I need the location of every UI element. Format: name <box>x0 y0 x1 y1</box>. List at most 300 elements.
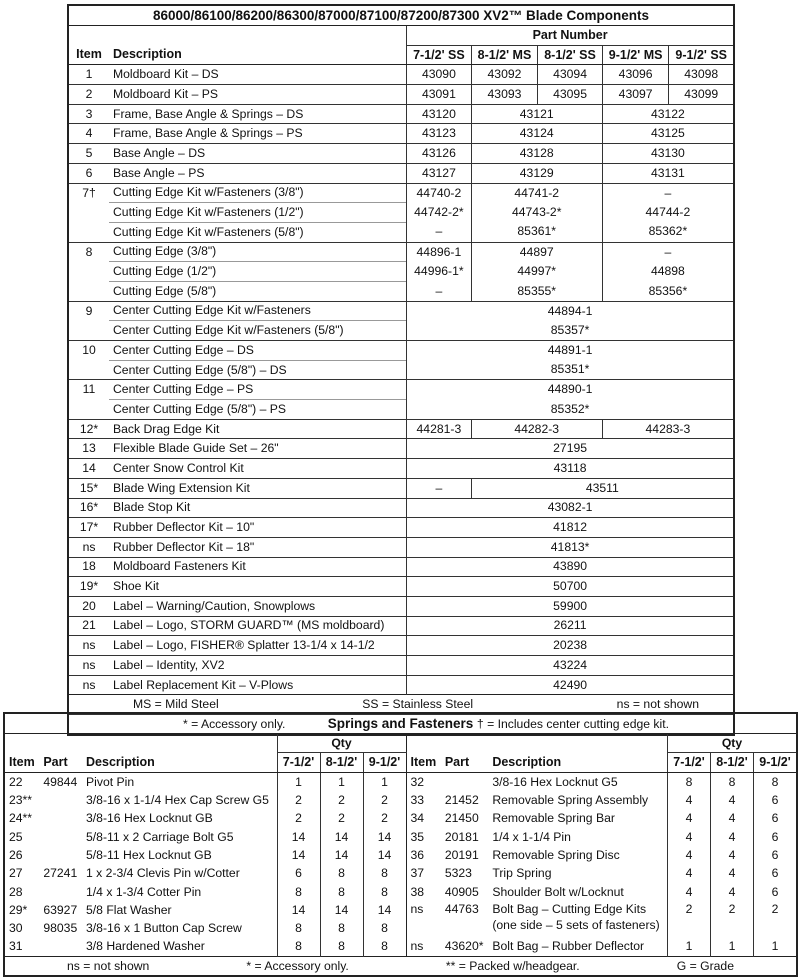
item-description: Cutting Edge Kit w/Fasteners (1/2") <box>109 203 407 223</box>
item-description: Shoulder Bolt w/Locknut <box>492 884 624 899</box>
item-description: 1/4 x 1-1/4 Pin <box>492 829 571 844</box>
part-number: 43127 <box>407 163 471 183</box>
table-row <box>4 901 797 919</box>
table-row <box>4 882 797 900</box>
table-row <box>68 222 734 242</box>
qty-value: 2 <box>320 809 363 827</box>
header-spacer-right <box>406 734 668 753</box>
size-header: 9-1/2' MS <box>602 45 669 65</box>
item-number: 37 <box>410 866 425 881</box>
qty-size-header: 8-1/2' <box>711 753 754 772</box>
item-column-header: Item <box>406 753 441 772</box>
item-number: ns <box>410 939 424 954</box>
part-number: 43098 <box>669 65 734 85</box>
qty-value: 8 <box>277 937 320 956</box>
item-number: 38 <box>410 884 425 899</box>
part-number: 63927 <box>43 902 78 917</box>
part-number: 42490 <box>407 675 734 695</box>
header-spacer-left <box>4 734 277 753</box>
item-number: 36 <box>410 847 425 862</box>
part-number: 85352* <box>407 400 734 420</box>
part-number <box>39 846 82 864</box>
qty-value: 14 <box>320 827 363 845</box>
part-number: 41812 <box>407 518 734 538</box>
item-description: Blade Stop Kit <box>109 498 407 518</box>
item-description: 5/8 Flat Washer <box>86 902 172 917</box>
part-number: 43123 <box>407 124 471 144</box>
qty-value: 8 <box>320 882 363 900</box>
item-description: Cutting Edge (3/8") <box>109 242 407 262</box>
part-number: 44897 <box>471 242 602 262</box>
item-description: Rubber Deflector Kit – 18" <box>109 537 407 557</box>
item-number: 4 <box>68 124 109 144</box>
part-number: 44896-1 <box>407 242 471 262</box>
part-number: 44283-3 <box>602 419 734 439</box>
item-description: Center Cutting Edge Kit w/Fasteners <box>109 301 407 321</box>
qty-value: 6 <box>277 864 320 882</box>
item-number: ns <box>68 656 109 676</box>
part-number: 43120 <box>407 104 471 124</box>
item-number: 22 <box>9 774 23 789</box>
part-number: 44741-2 <box>471 183 602 203</box>
part-number: 43095 <box>538 85 602 105</box>
part-number: 44742-2* <box>407 203 471 223</box>
part-number: 43096 <box>602 65 669 85</box>
item-number: 14 <box>68 459 109 479</box>
item-number: 32 <box>410 774 425 789</box>
part-number: 43091 <box>407 85 471 105</box>
item-number: 24** <box>9 811 33 826</box>
part-number: 98035 <box>43 921 78 936</box>
springs-table-body <box>4 772 797 956</box>
qty-value: 8 <box>277 882 320 900</box>
part-number: 59900 <box>407 596 734 616</box>
qty-value: 8 <box>363 882 406 900</box>
item-description: Label – Logo, STORM GUARD™ (MS moldboard) <box>109 616 407 636</box>
qty-value: 4 <box>668 827 711 845</box>
item-number <box>68 222 109 242</box>
qty-size-header: 8-1/2' <box>320 753 363 772</box>
qty-value: 6 <box>754 882 798 900</box>
qty-value: 4 <box>711 882 754 900</box>
table-row <box>68 281 734 301</box>
part-number <box>39 882 82 900</box>
size-header: 9-1/2' SS <box>669 45 734 65</box>
item-description: Removable Spring Assembly <box>492 793 649 808</box>
part-number: 20238 <box>407 636 734 656</box>
part-number: 43224 <box>407 656 734 676</box>
item-number: 9 <box>68 301 109 321</box>
footer-ms: MS = Mild Steel <box>133 697 219 712</box>
item-description: Removable Spring Bar <box>492 811 615 826</box>
part-number: 43090 <box>407 65 471 85</box>
qty-value: 6 <box>754 864 798 882</box>
footer-grade: G = Grade <box>676 958 734 973</box>
table-row <box>4 864 797 882</box>
footer-ss: SS = Stainless Steel <box>362 697 474 712</box>
footer-ns: ns = not shown <box>616 697 699 712</box>
part-number <box>39 937 82 956</box>
item-description-line: Bolt Bag – Cutting Edge Kits <box>492 901 647 916</box>
description-column-header: Description <box>82 753 277 772</box>
table-row <box>68 419 734 439</box>
item-number: 18 <box>68 557 109 577</box>
item-description: Cutting Edge Kit w/Fasteners (5/8") <box>109 222 407 242</box>
size-header: 8-1/2' SS <box>538 45 602 65</box>
part-number: 43890 <box>407 557 734 577</box>
part-number: 44740-2 <box>407 183 471 203</box>
table-row <box>68 596 734 616</box>
qty-value: 1 <box>754 937 798 956</box>
item-description: Frame, Base Angle & Springs – DS <box>109 104 407 124</box>
part-number: 44997* <box>471 262 602 282</box>
item-description: Center Cutting Edge (5/8") – DS <box>109 360 407 380</box>
qty-value: 8 <box>711 772 754 791</box>
item-number: 12* <box>68 419 109 439</box>
description-column-header: Description <box>109 45 407 65</box>
part-number: 20191 <box>444 847 479 862</box>
part-number: 43131 <box>602 163 734 183</box>
part-number: 27195 <box>407 439 734 459</box>
item-description: 3/8-16 x 1 Button Cap Screw <box>86 921 242 936</box>
item-column-header: Item <box>4 753 39 772</box>
qty-value: 8 <box>320 864 363 882</box>
footer-dagger: † = Includes center cutting edge kit. <box>476 716 669 731</box>
qty-value: 14 <box>320 846 363 864</box>
table-row <box>68 242 734 262</box>
part-number: 44890-1 <box>407 380 734 400</box>
qty-value: 8 <box>320 919 363 937</box>
table-row <box>68 163 734 183</box>
item-number: 16* <box>68 498 109 518</box>
part-number: – <box>602 183 734 203</box>
qty-value: 8 <box>363 919 406 937</box>
part-number: – <box>407 478 471 498</box>
item-number: 21 <box>68 616 109 636</box>
item-description: Base Angle – DS <box>109 144 407 164</box>
qty-value: 6 <box>754 809 798 827</box>
part-number: 43130 <box>602 144 734 164</box>
part-number: 43118 <box>407 459 734 479</box>
part-number: 43092 <box>471 65 538 85</box>
item-number: 27 <box>9 866 23 881</box>
table-row <box>4 846 797 864</box>
qty-value: 4 <box>668 864 711 882</box>
item-description: Label – Warning/Caution, Snowplows <box>109 596 407 616</box>
item-number: ns <box>68 537 109 557</box>
table-row <box>68 65 734 85</box>
table-row <box>68 380 734 400</box>
part-number: 43620* <box>444 939 484 954</box>
table-row <box>68 557 734 577</box>
part-number: 43093 <box>471 85 538 105</box>
header-desc-spacer <box>109 26 407 46</box>
item-description: Frame, Base Angle & Springs – PS <box>109 124 407 144</box>
part-number: 44744-2 <box>602 203 734 223</box>
qty-value: 8 <box>668 772 711 791</box>
part-number: 43125 <box>602 124 734 144</box>
item-description: 3/8-16 x 1-1/4 Hex Cap Screw G5 <box>86 793 269 808</box>
table-row <box>68 577 734 597</box>
item-number: 33 <box>410 793 425 808</box>
item-description <box>488 901 667 938</box>
part-number: 41813* <box>407 537 734 557</box>
item-number <box>68 360 109 380</box>
item-number: 2 <box>68 85 109 105</box>
qty-value: 2 <box>711 901 754 938</box>
qty-value: 8 <box>363 937 406 956</box>
qty-value: 2 <box>277 809 320 827</box>
item-description: Center Cutting Edge – PS <box>109 380 407 400</box>
qty-value: 14 <box>363 846 406 864</box>
part-number: 44898 <box>602 262 734 282</box>
item-description: Moldboard Fasteners Kit <box>109 557 407 577</box>
table-row <box>68 262 734 282</box>
part-number: 43082-1 <box>407 498 734 518</box>
item-description: 3/8 Hardened Washer <box>86 939 205 954</box>
part-number: 26211 <box>407 616 734 636</box>
part-number: 50700 <box>407 577 734 597</box>
qty-value: 2 <box>320 791 363 809</box>
header-item-spacer <box>68 26 109 46</box>
table-row <box>68 636 734 656</box>
item-number: 3 <box>68 104 109 124</box>
footer-accessory: * = Accessory only. <box>183 716 286 731</box>
description-column-header: Description <box>488 753 667 772</box>
table-row <box>68 183 734 203</box>
qty-size-header: 7-1/2' <box>277 753 320 772</box>
table-row <box>68 341 734 361</box>
item-number: 28 <box>9 884 23 899</box>
part-number-header: Part Number <box>407 26 734 46</box>
blade-table-body <box>68 65 734 695</box>
part-column-header: Part <box>441 753 489 772</box>
table-row <box>4 772 797 791</box>
part-number <box>441 772 489 791</box>
qty-header-left: Qty <box>277 734 406 753</box>
springs-footer <box>4 956 797 976</box>
item-description: Center Cutting Edge (5/8") – PS <box>109 400 407 420</box>
qty-value: 2 <box>363 809 406 827</box>
item-description: Rubber Deflector Kit – 10" <box>109 518 407 538</box>
item-description: Label – Identity, XV2 <box>109 656 407 676</box>
part-number: 20181 <box>444 829 479 844</box>
part-number: 85357* <box>407 321 734 341</box>
item-number: 17* <box>68 518 109 538</box>
blade-components-table <box>67 4 735 736</box>
part-number: 27241 <box>43 866 78 881</box>
item-number: 34 <box>410 811 425 826</box>
item-description: Cutting Edge (1/2") <box>109 262 407 282</box>
item-description: 5/8-11 Hex Locknut GB <box>86 847 212 862</box>
part-number: 43128 <box>471 144 602 164</box>
table-row <box>68 459 734 479</box>
item-description: Center Cutting Edge Kit w/Fasteners (5/8") <box>109 321 407 341</box>
qty-value: 4 <box>711 809 754 827</box>
qty-value: 2 <box>277 791 320 809</box>
qty-value: 8 <box>277 919 320 937</box>
item-number: 7† <box>68 183 109 203</box>
table-row <box>68 537 734 557</box>
table-row <box>68 400 734 420</box>
qty-value: 14 <box>277 827 320 845</box>
item-description: Flexible Blade Guide Set – 26" <box>109 439 407 459</box>
qty-value: 4 <box>668 791 711 809</box>
item-description-line: (one side – 5 sets of fasteners) <box>492 917 660 932</box>
item-description: Base Angle – PS <box>109 163 407 183</box>
item-description: Moldboard Kit – DS <box>109 65 407 85</box>
part-number: 43511 <box>471 478 734 498</box>
size-header: 7-1/2' SS <box>407 45 471 65</box>
part-number: 5323 <box>444 866 472 881</box>
part-number <box>39 791 82 809</box>
item-description: Pivot Pin <box>86 774 135 789</box>
qty-value: 14 <box>277 901 320 919</box>
qty-value: 4 <box>711 864 754 882</box>
item-description: 3/8-16 Hex Locknut G5 <box>492 774 618 789</box>
part-number: 43121 <box>471 104 602 124</box>
item-description: Label – Logo, FISHER® Splatter 13-1/4 x 14-1/2 <box>109 636 407 656</box>
item-description: 5/8-11 x 2 Carriage Bolt G5 <box>86 829 234 844</box>
item-number: 5 <box>68 144 109 164</box>
qty-value: 1 <box>320 772 363 791</box>
qty-value: 2 <box>363 791 406 809</box>
qty-value: 1 <box>363 772 406 791</box>
qty-value: 6 <box>754 791 798 809</box>
part-number: – <box>602 242 734 262</box>
item-number: ns <box>68 675 109 695</box>
part-number: 43126 <box>407 144 471 164</box>
item-description: Cutting Edge Kit w/Fasteners (3/8") <box>109 183 407 203</box>
part-number: – <box>407 281 471 301</box>
table-row <box>68 616 734 636</box>
item-number: 6 <box>68 163 109 183</box>
table-row <box>68 104 734 124</box>
item-number: 20 <box>68 596 109 616</box>
table-row <box>4 937 797 956</box>
blade-table-title: 86000/86100/86200/86300/87000/87100/87200/87300 XV2™ Blade Components <box>68 5 734 26</box>
qty-value: 2 <box>668 901 711 938</box>
qty-value: 6 <box>754 827 798 845</box>
part-number: 43097 <box>602 85 669 105</box>
part-number: 85351* <box>407 360 734 380</box>
qty-value: 2 <box>754 901 798 938</box>
part-number <box>39 827 82 845</box>
part-number: 85355* <box>471 281 602 301</box>
part-number: 44281-3 <box>407 419 471 439</box>
qty-value: 14 <box>277 846 320 864</box>
item-number: ns <box>410 901 424 916</box>
qty-size-header: 9-1/2' <box>363 753 406 772</box>
qty-value: 4 <box>668 809 711 827</box>
table-row <box>68 321 734 341</box>
item-description: Removable Spring Disc <box>492 847 620 862</box>
qty-value: 14 <box>320 901 363 919</box>
item-number: 31 <box>9 939 23 954</box>
item-description: Blade Wing Extension Kit <box>109 478 407 498</box>
part-number: 44763 <box>444 901 479 916</box>
qty-value: 4 <box>711 827 754 845</box>
item-number: 29* <box>9 902 28 917</box>
qty-value: 4 <box>711 791 754 809</box>
item-number: 11 <box>68 380 109 400</box>
qty-size-header: 7-1/2' <box>668 753 711 772</box>
item-number: 35 <box>410 829 425 844</box>
qty-value: 4 <box>668 846 711 864</box>
item-number <box>68 321 109 341</box>
part-number: – <box>407 222 471 242</box>
item-description: 3/8-16 Hex Locknut GB <box>86 811 213 826</box>
table-row <box>68 301 734 321</box>
qty-value: 1 <box>711 937 754 956</box>
item-number: 8 <box>68 242 109 262</box>
springs-fasteners-table <box>3 712 798 977</box>
part-number <box>39 809 82 827</box>
item-number: ns <box>68 636 109 656</box>
item-number: 1 <box>68 65 109 85</box>
item-number <box>68 281 109 301</box>
item-column-header: Item <box>68 45 109 65</box>
part-number: 85356* <box>602 281 734 301</box>
part-number: 44282-3 <box>471 419 602 439</box>
qty-value: 8 <box>754 772 798 791</box>
item-description: Trip Spring <box>492 866 552 881</box>
part-number: 43122 <box>602 104 734 124</box>
item-description: Shoe Kit <box>109 577 407 597</box>
qty-value: 8 <box>320 937 363 956</box>
qty-value: 14 <box>363 827 406 845</box>
item-description: 1 x 2-3/4 Clevis Pin w/Cotter <box>86 866 240 881</box>
table-row <box>68 439 734 459</box>
table-row <box>68 203 734 223</box>
item-description: Center Cutting Edge – DS <box>109 341 407 361</box>
part-number: 85361* <box>471 222 602 242</box>
qty-value: 14 <box>363 901 406 919</box>
table-row <box>68 675 734 695</box>
item-description: 1/4 x 1-3/4 Cotter Pin <box>86 884 202 899</box>
table-row <box>68 478 734 498</box>
table-row <box>68 656 734 676</box>
part-number: 40905 <box>444 884 479 899</box>
part-number: 44891-1 <box>407 341 734 361</box>
item-description: Bolt Bag – Rubber Deflector <box>492 939 645 954</box>
table-row <box>4 791 797 809</box>
part-number: 44996-1* <box>407 262 471 282</box>
item-number: 19* <box>68 577 109 597</box>
part-number: 43099 <box>669 85 734 105</box>
item-number: 30 <box>9 921 23 936</box>
item-number <box>68 203 109 223</box>
part-number: 85362* <box>602 222 734 242</box>
qty-size-header: 9-1/2' <box>754 753 798 772</box>
part-number: 44743-2* <box>471 203 602 223</box>
table-row <box>68 144 734 164</box>
size-header: 8-1/2' MS <box>471 45 538 65</box>
qty-value: 4 <box>711 846 754 864</box>
item-number: 25 <box>9 829 23 844</box>
springs-table-title: Springs and Fasteners <box>4 713 797 734</box>
item-description: Label Replacement Kit – V-Plows <box>109 675 407 695</box>
part-number: 43124 <box>471 124 602 144</box>
item-number: 26 <box>9 847 23 862</box>
footer-ns: ns = not shown <box>67 958 150 973</box>
part-number: 49844 <box>43 774 78 789</box>
table-row <box>4 827 797 845</box>
qty-value: 8 <box>363 864 406 882</box>
part-number: 21450 <box>444 811 479 826</box>
item-number <box>68 400 109 420</box>
table-row <box>68 518 734 538</box>
